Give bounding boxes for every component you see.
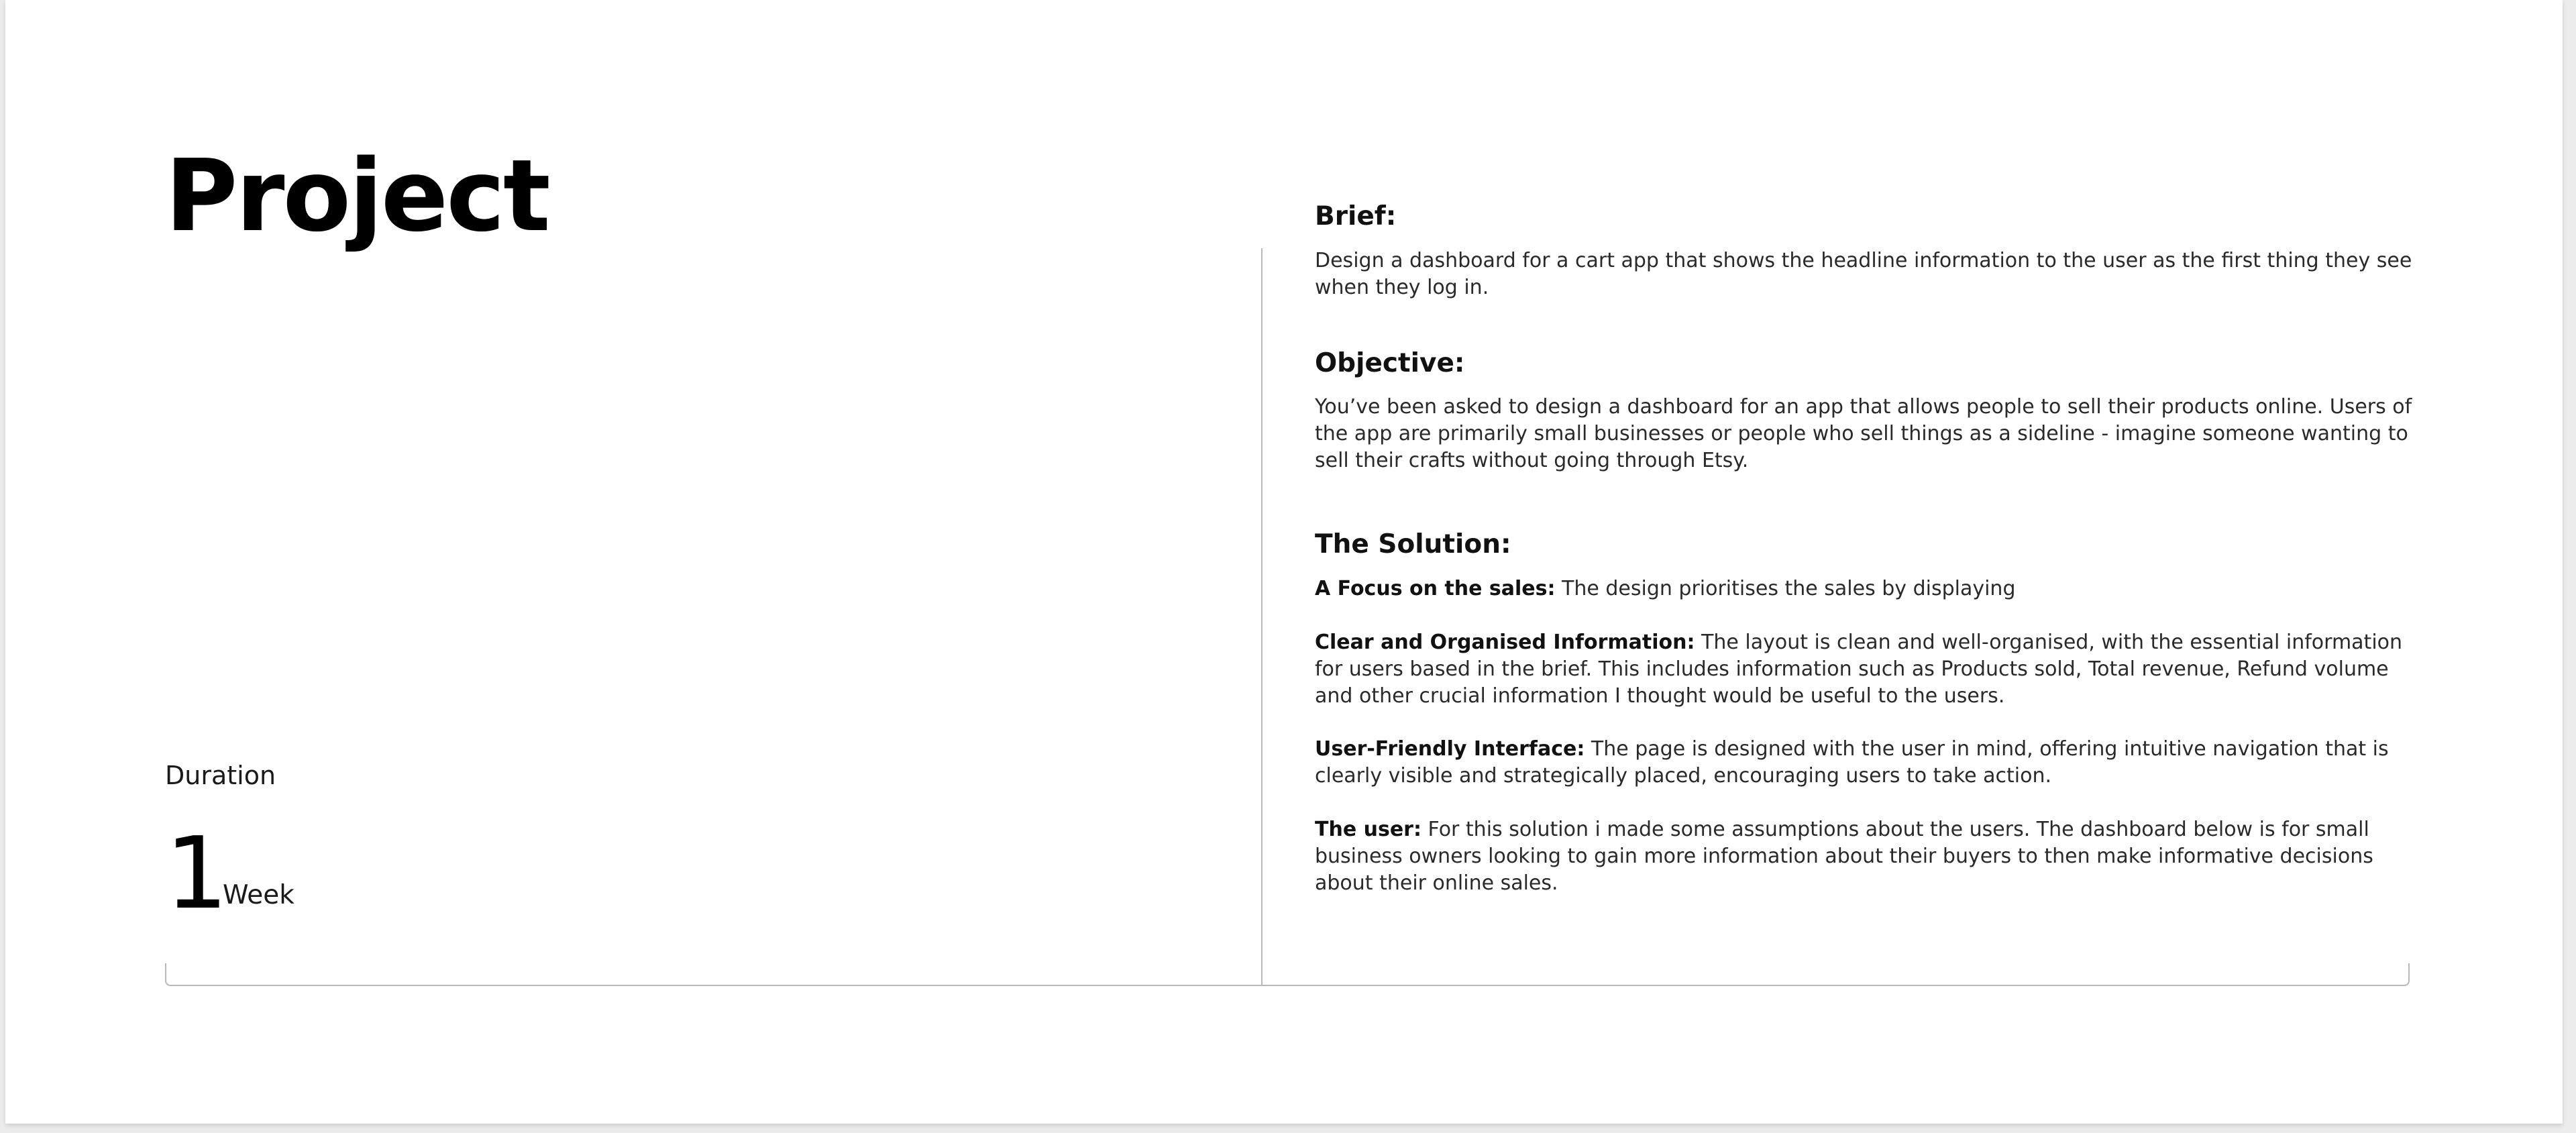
duration-label: Duration — [165, 761, 276, 790]
duration-value: 1 — [165, 816, 229, 931]
solution-point-text: The layout is clean and well-organised, with the essential information for users based in the brief. This includes information such as Products sold, Total revenue, Refund volume and other crucial information I thought would be useful to the users. — [1315, 630, 2403, 708]
brief-text: Design a dashboard for a cart app that shows the headline information to the user as the first thing they see when they log in. — [1315, 248, 2412, 299]
solution-point-the-user — [1315, 816, 2422, 897]
solution-point-user-friendly — [1315, 736, 2422, 790]
solution-heading: The Solution: — [1315, 529, 1511, 560]
solution-point-text: The page is designed with the user in mind, offering intuitive navigation that is clearly visible and strategically placed, encouraging users to take action. — [1315, 737, 2389, 788]
project-page — [5, 0, 2563, 1124]
solution-point-lead: A Focus on the sales: — [1315, 576, 1556, 600]
solution-point-lead: User-Friendly Interface: — [1315, 737, 1585, 761]
column-divider — [1261, 248, 1263, 986]
brief-section — [1315, 201, 2422, 301]
solution-point-lead: Clear and Organised Information: — [1315, 630, 1695, 654]
solution-point-sales-focus — [1315, 576, 2422, 602]
objective-heading: Objective: — [1315, 347, 1465, 378]
solution-point-clear-info — [1315, 629, 2422, 710]
project-title: Project — [165, 138, 549, 254]
bottom-bracket-divider — [165, 963, 2410, 986]
objective-text: You’ve been asked to design a dashboard for an app that allows people to sell their products online. Users of the app are primarily small businesses or people who sell things as a sideline - imagine someone wanting to sell their crafts without going through Etsy. — [1315, 395, 2412, 473]
objective-section — [1315, 348, 2422, 474]
duration-unit: Week — [223, 880, 294, 910]
solution-point-text: The design prioritises the sales by displaying — [1555, 576, 2016, 600]
solution-section — [1315, 529, 2422, 897]
solution-point-text: For this solution i made some assumptions about the users. The dashboard below is for small business owners looking to gain more information about their buyers to then make informative decisions about their online sales. — [1315, 818, 2373, 895]
project-details — [1315, 201, 2422, 924]
solution-point-lead: The user: — [1315, 818, 1421, 842]
brief-heading: Brief: — [1315, 201, 1397, 231]
